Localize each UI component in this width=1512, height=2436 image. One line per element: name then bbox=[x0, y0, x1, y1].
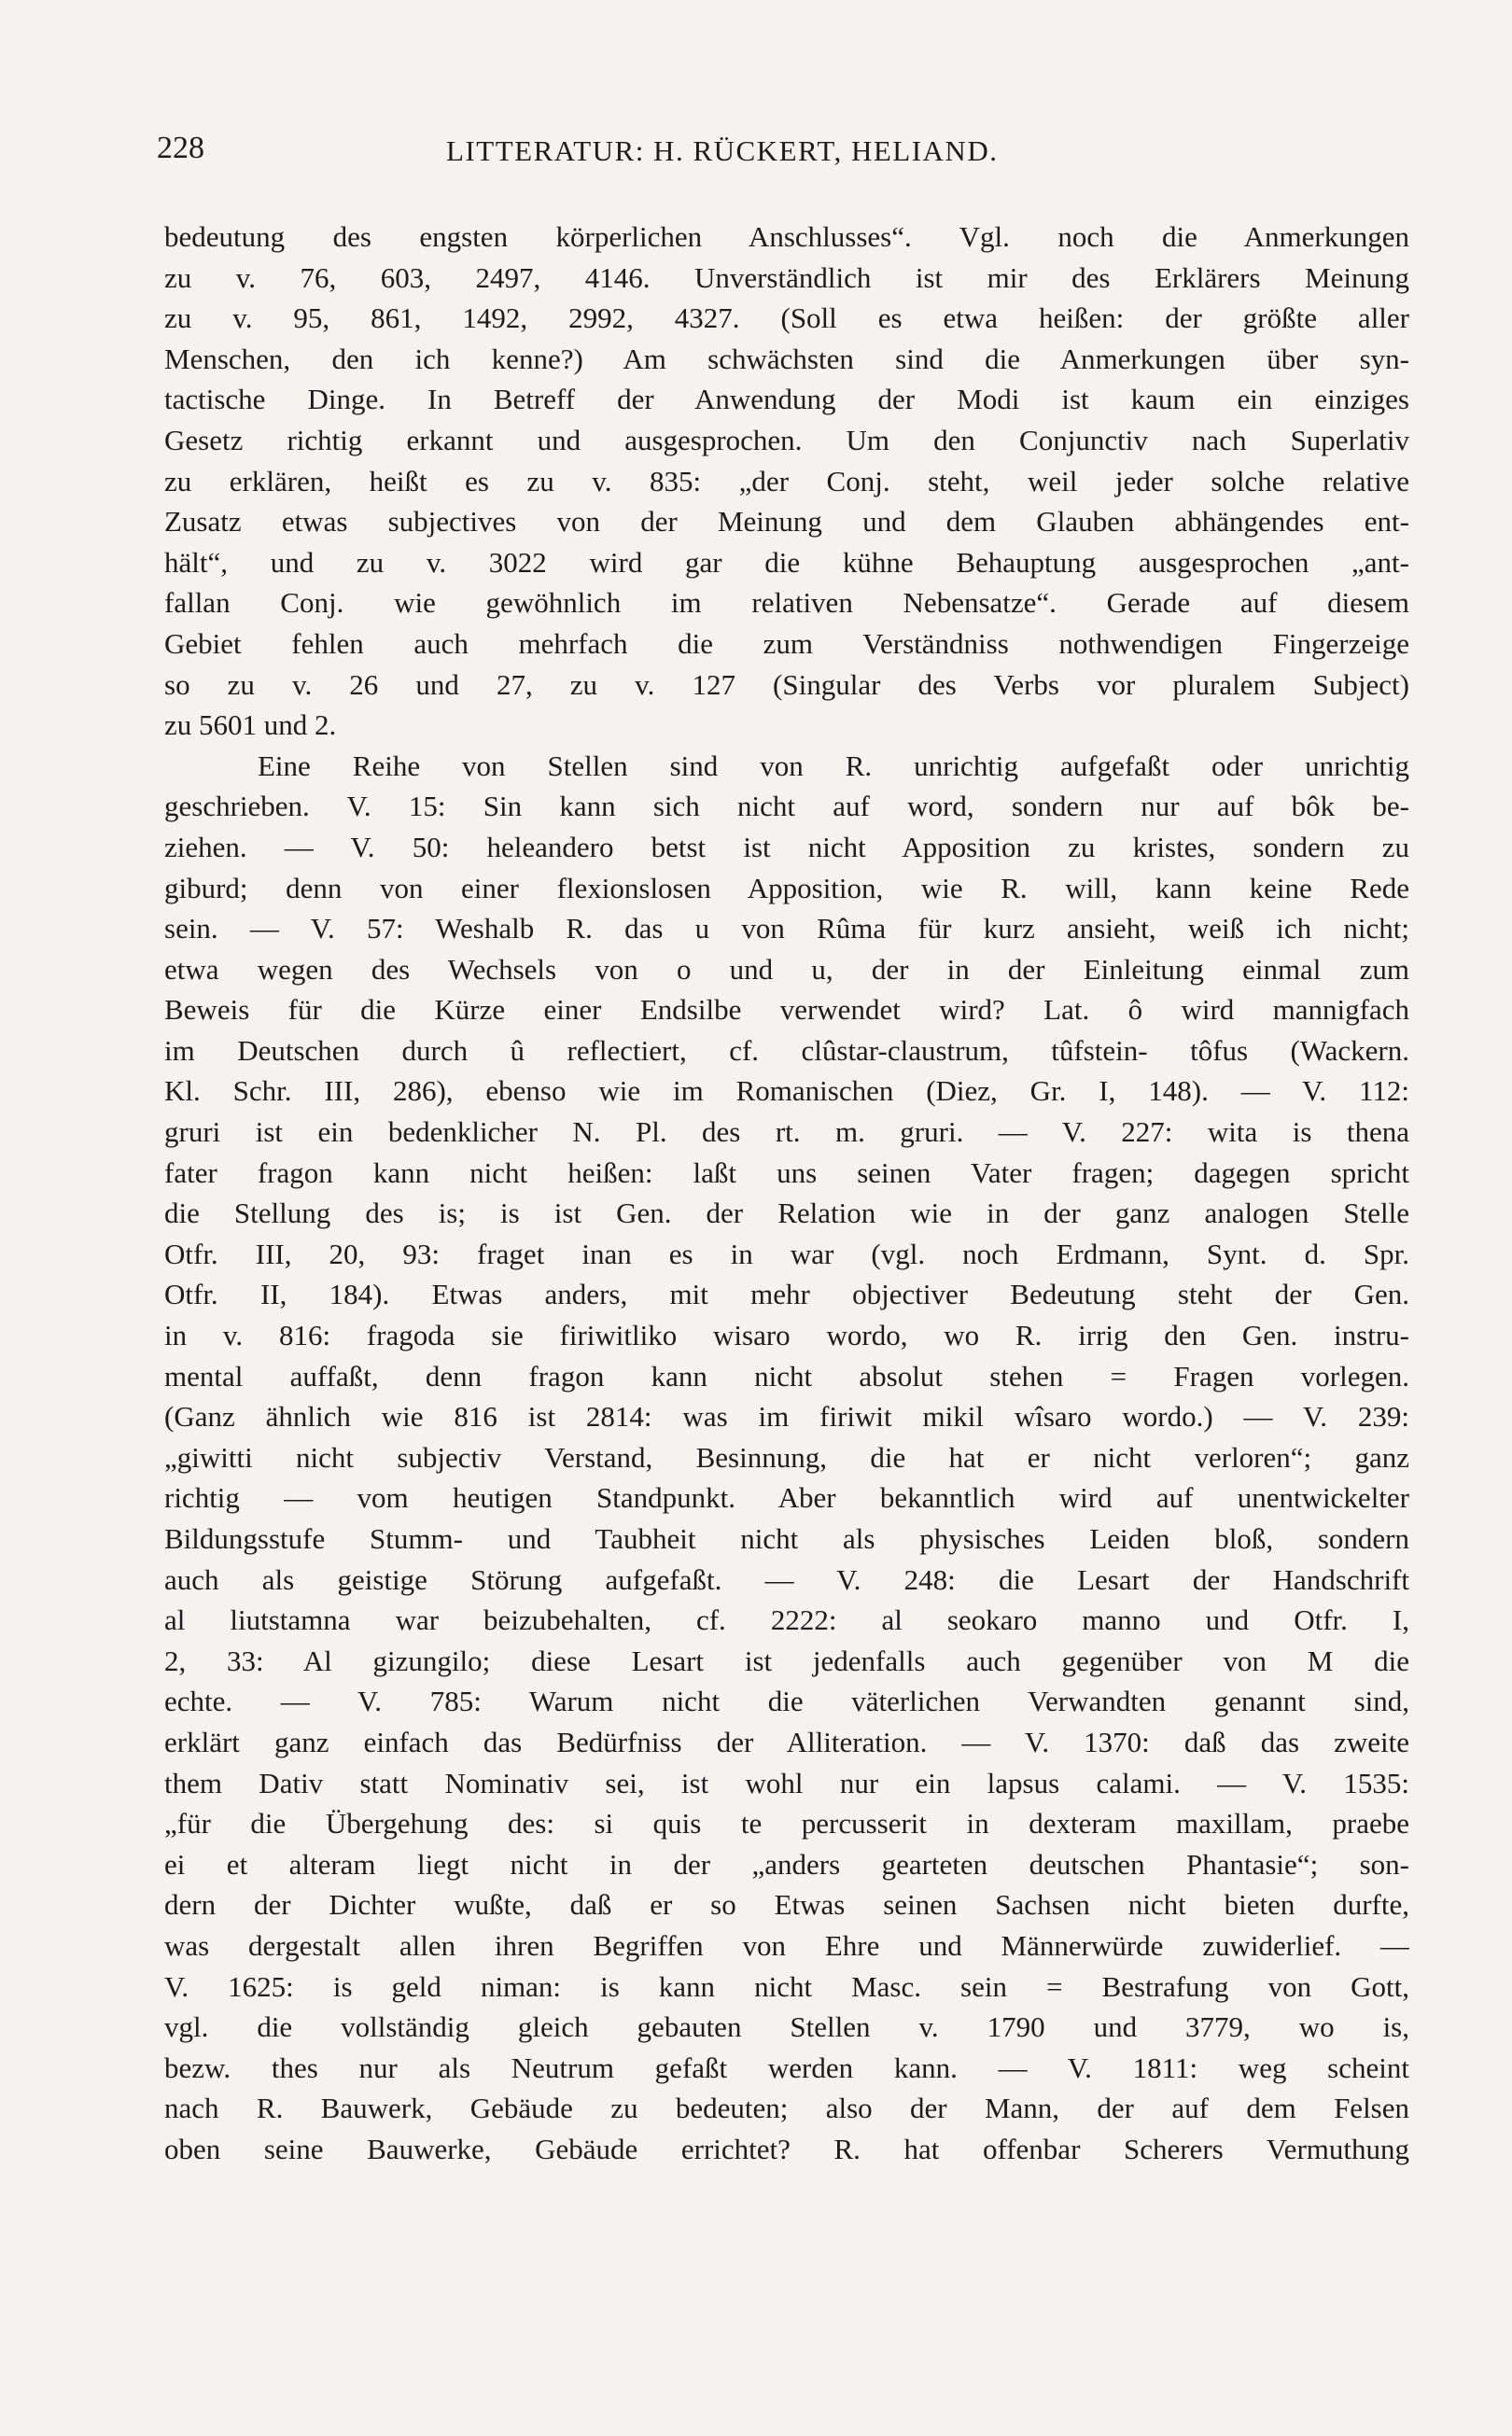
text-line: bedeutung des engsten körperlichen Anschlusses“. Vgl. noch die Anmerkungen bbox=[164, 220, 1409, 253]
text-line: in v. 816: fragoda sie firiwitliko wisaro wordo, wo R. irrig den Gen. instru- bbox=[164, 1319, 1409, 1352]
text-line: sein. — V. 57: Weshalb R. das u von Rûma für kurz ansieht, weiß ich nicht; bbox=[164, 912, 1409, 945]
text-line: zu v. 95, 861, 1492, 2992, 4327. (Soll es etwa heißen: der größte aller bbox=[164, 301, 1409, 335]
text-line: nach R. Bauwerk, Gebäude zu bedeuten; also der Mann, der auf dem Felsen bbox=[164, 2092, 1409, 2125]
text-line: zu erklären, heißt es zu v. 835: „der Conj. steht, weil jeder solche relative bbox=[164, 464, 1409, 497]
text-line: (Ganz ähnlich wie 816 ist 2814: was im firiwit mikil wîsaro wordo.) — V. 239: bbox=[164, 1400, 1409, 1434]
text-line: dern der Dichter wußte, daß er so Etwas seinen Sachsen nicht bieten durfte, bbox=[164, 1888, 1409, 1922]
text-line: hält“, und zu v. 3022 wird gar die kühne Behauptung ausgesprochen „ant- bbox=[164, 545, 1409, 579]
text-line: Otfr. III, 20, 93: fraget inan es in war (vgl. noch Erdmann, Synt. d. Spr. bbox=[164, 1237, 1409, 1270]
text-line: bezw. thes nur als Neutrum gefaßt werden kann. — V. 1811: weg scheint bbox=[164, 2051, 1409, 2084]
text-line: geschrieben. V. 15: Sin kann sich nicht auf word, sondern nur auf bôk be- bbox=[164, 790, 1409, 823]
text-line: Bildungsstufe Stumm- und Taubheit nicht als physisches Leiden bloß, sondern bbox=[164, 1522, 1409, 1555]
text-line: al liutstamna war beizubehalten, cf. 2222: al seokaro manno und Otfr. I, bbox=[164, 1603, 1409, 1637]
text-line: oben seine Bauwerke, Gebäude errichtet? R. hat offenbar Scherers Vermuthung bbox=[164, 2132, 1409, 2165]
page-header bbox=[157, 131, 1407, 187]
text-line: gruri ist ein bedenklicher N. Pl. des rt. m. gruri. — V. 227: wita is thena bbox=[164, 1115, 1409, 1149]
text-line: Menschen, den ich kenne?) Am schwächsten sind die Anmerkungen über syn- bbox=[164, 342, 1409, 375]
paragraph-2 bbox=[164, 746, 1409, 2170]
body-text bbox=[164, 217, 1409, 2170]
text-line: mental auffaßt, denn fragon kann nicht absolut stehen = Fragen vorlegen. bbox=[164, 1359, 1409, 1393]
text-line: vgl. die vollständig gleich gebauten Stellen v. 1790 und 3779, wo is, bbox=[164, 2010, 1409, 2044]
text-line: ziehen. — V. 50: heleandero betst ist nicht Apposition zu kristes, sondern zu bbox=[164, 830, 1409, 863]
text-line: echte. — V. 785: Warum nicht die väterlichen Verwandten genannt sind, bbox=[164, 1685, 1409, 1718]
text-line: zu 5601 und 2. bbox=[164, 708, 337, 742]
text-line: richtig — vom heutigen Standpunkt. Aber bekanntlich wird auf unentwickelter bbox=[164, 1481, 1409, 1515]
text-line: ei et alteram liegt nicht in der „anders gearteten deutschen Phantasie“; son- bbox=[164, 1847, 1409, 1881]
text-line: 2, 33: Al gizungilo; diese Lesart ist jedenfalls auch gegenüber von M die bbox=[164, 1644, 1409, 1677]
text-line: was dergestalt allen ihren Begriffen von Ehre und Männerwürde zuwiderlief. — bbox=[164, 1928, 1409, 1962]
text-line: erklärt ganz einfach das Bedürfniss der Alliteration. — V. 1370: daß das zweite bbox=[164, 1725, 1409, 1758]
text-line: „giwitti nicht subjectiv Verstand, Besinnung, die hat er nicht verloren“; ganz bbox=[164, 1440, 1409, 1474]
paragraph-1 bbox=[164, 217, 1409, 746]
text-line: them Dativ statt Nominativ sei, ist wohl nur ein lapsus calami. — V. 1535: bbox=[164, 1766, 1409, 1799]
text-line: Otfr. II, 184). Etwas anders, mit mehr objectiver Bedeutung steht der Gen. bbox=[164, 1278, 1409, 1311]
text-line: Gebiet fehlen auch mehrfach die zum Verständniss nothwendigen Fingerzeige bbox=[164, 626, 1409, 660]
text-line: Kl. Schr. III, 286), ebenso wie im Romanischen (Diez, Gr. I, 148). — V. 112: bbox=[164, 1074, 1409, 1108]
text-line: Gesetz richtig erkannt und ausgesprochen. Um den Conjunctiv nach Superlativ bbox=[164, 423, 1409, 456]
text-line: im Deutschen durch û reflectiert, cf. clûstar-claustrum, tûfstein- tôfus (Wackern. bbox=[164, 1033, 1409, 1067]
text-line: zu v. 76, 603, 2497, 4146. Unverständlich ist mir des Erklärers Meinung bbox=[164, 260, 1409, 294]
text-line: so zu v. 26 und 27, zu v. 127 (Singular des Verbs vor pluralem Subject) bbox=[164, 667, 1409, 701]
text-line: tactische Dinge. In Betreff der Anwendung der Modi ist kaum ein einziges bbox=[164, 383, 1409, 416]
text-line: Zusatz etwas subjectives von der Meinung und dem Glauben abhängendes ent- bbox=[164, 505, 1409, 539]
text-line: „für die Übergehung des: si quis te percusserit in dexteram maxillam, praebe bbox=[164, 1807, 1409, 1841]
page-number: 228 bbox=[157, 131, 204, 165]
running-title: LITTERATUR: H. RÜCKERT, HELIAND. bbox=[446, 134, 999, 167]
text-line: Beweis für die Kürze einer Endsilbe verwendet wird? Lat. ô wird mannigfach bbox=[164, 993, 1409, 1027]
text-line: Eine Reihe von Stellen sind von R. unrichtig aufgefaßt oder unrichtig bbox=[258, 749, 1409, 782]
text-line: giburd; denn von einer flexionslosen Apposition, wie R. will, kann keine Rede bbox=[164, 871, 1409, 904]
text-line: etwa wegen des Wechsels von o und u, der in der Einleitung einmal zum bbox=[164, 952, 1409, 986]
text-line: auch als geistige Störung aufgefaßt. — V. 248: die Lesart der Handschrift bbox=[164, 1562, 1409, 1596]
text-line: V. 1625: is geld niman: is kann nicht Masc. sein = Bestrafung von Gott, bbox=[164, 1969, 1409, 2003]
text-line: die Stellung des is; is ist Gen. der Relation wie in der ganz analogen Stelle bbox=[164, 1197, 1409, 1230]
text-line: fater fragon kann nicht heißen: laßt uns seinen Vater fragen; dagegen spricht bbox=[164, 1155, 1409, 1189]
text-line: fallan Conj. wie gewöhnlich im relativen Nebensatze“. Gerade auf diesem bbox=[164, 586, 1409, 620]
